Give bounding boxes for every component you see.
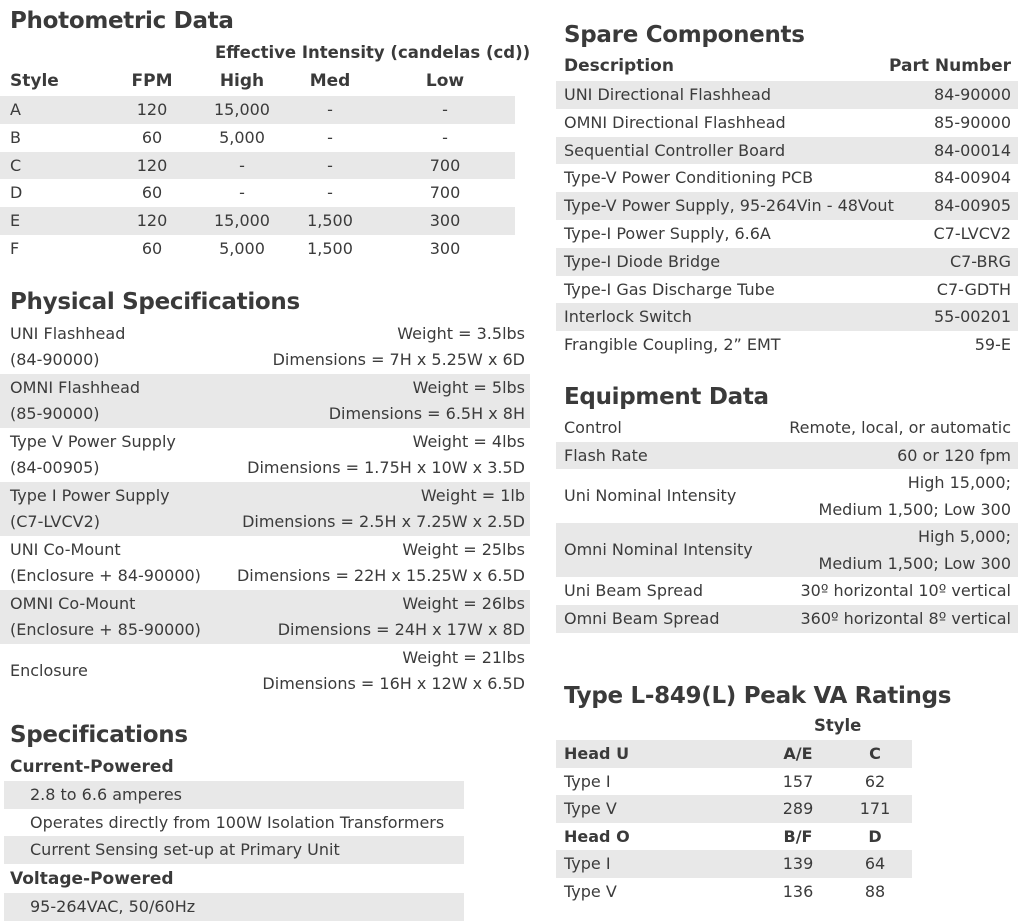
photometric-cell: 1,500 (307, 211, 353, 231)
va-value-col2: 88 (864, 882, 886, 901)
va-value-col2: C (869, 744, 881, 763)
physical-item-name: Type V Power Supply (10, 432, 176, 451)
photometric-cell: 300 (429, 239, 461, 258)
physical-row (0, 590, 530, 644)
va-value-col1: B/F (783, 826, 813, 846)
spare-component-row (556, 81, 1018, 109)
va-value-col1: 139 (782, 854, 814, 874)
va-value-col2: 64 (864, 854, 886, 874)
photometric-cell: C (10, 155, 22, 175)
physical-row (0, 482, 530, 536)
spare-part-number: C7-GDTH (936, 279, 1011, 299)
current-powered-item (4, 809, 464, 837)
spare-component-row (556, 331, 1018, 359)
va-value-col1: 157 (782, 771, 814, 791)
equipment-value: 360º horizontal 8º vertical (800, 609, 1011, 628)
spare-part-number: 59-E (974, 335, 1011, 355)
physical-row (0, 536, 530, 590)
va-row (556, 850, 912, 878)
equipment-row (556, 442, 1018, 470)
physical-dimensions: Dimensions = 22H x 15.25W x 6.5D (236, 566, 525, 585)
spare-description: Type-V Power Supply, 95-264Vin - 48Vout (564, 196, 894, 216)
physical-item-part: (84-90000) (10, 350, 100, 369)
photometric-cell: - (239, 155, 245, 175)
current-powered-heading: Current-Powered (10, 757, 174, 777)
equipment-value: 30º horizontal 10º vertical (800, 581, 1011, 600)
spare-component-row (556, 192, 1018, 220)
spare-component-row (556, 137, 1018, 165)
photometric-cell: - (442, 100, 448, 119)
photometric-cell: 120 (136, 100, 168, 119)
equipment-value: 60 or 120 fpm (897, 445, 1011, 465)
photometric-cell: A (10, 100, 21, 119)
equipment-row (556, 577, 1018, 605)
col-high: High (219, 71, 265, 91)
spare-component-row (556, 109, 1018, 137)
va-group-header-row (556, 740, 912, 768)
spare-description: Type-V Power Conditioning PCB (564, 168, 814, 188)
physical-row (0, 428, 530, 482)
va-label: Type I (564, 771, 611, 791)
equipment-value: High 5,000; (917, 527, 1011, 546)
spare-part-number: 55-00201 (933, 307, 1011, 327)
photometric-row (0, 124, 515, 152)
physical-item-part: (84-00905) (10, 458, 100, 477)
physical-weight: Weight = 5lbs (412, 378, 525, 397)
voltage-powered-text: 95-264VAC, 50/60Hz (30, 897, 196, 916)
spare-description: Type-I Power Supply, 6.6A (564, 224, 771, 243)
equipment-value: Remote, local, or automatic (789, 418, 1011, 437)
equipment-value-line2: Medium 1,500; Low 300 (818, 554, 1011, 573)
va-value-col1: 289 (782, 799, 814, 819)
physical-weight: Weight = 21lbs (402, 648, 525, 667)
col-fpm: FPM (131, 71, 173, 91)
physical-item-part: (C7-LVCV2) (10, 512, 101, 531)
photometric-cell: 60 (141, 127, 163, 147)
photometric-cell: 120 (136, 155, 168, 175)
physical-row (0, 374, 530, 428)
spare-part-number: C7-BRG (949, 251, 1011, 271)
equipment-row (556, 605, 1018, 633)
va-group-header-row (556, 823, 912, 851)
spare-description: Frangible Coupling, 2” EMT (564, 335, 781, 355)
spare-header-row (556, 53, 1018, 81)
photometric-cell: 300 (429, 211, 461, 231)
photometric-row (0, 96, 515, 124)
col-low: Low (425, 71, 465, 91)
equipment-title: Equipment Data (564, 384, 769, 410)
equipment-row (556, 414, 1018, 442)
spare-description: OMNI Directional Flashhead (564, 112, 786, 132)
equipment-value-line2: Medium 1,500; Low 300 (818, 500, 1011, 519)
va-row (556, 768, 912, 796)
photometric-cell: - (327, 155, 333, 175)
physical-row (0, 644, 530, 698)
photometric-row (0, 207, 515, 235)
physical-dimensions: Dimensions = 1.75H x 10W x 3.5D (247, 458, 525, 477)
physical-item-name: Type I Power Supply (10, 486, 170, 505)
physical-dimensions: Dimensions = 24H x 17W x 8D (277, 620, 525, 639)
spare-component-row (556, 164, 1018, 192)
photometric-cell: - (327, 100, 333, 119)
specifications-title: Specifications (10, 722, 188, 748)
spare-description: Interlock Switch (564, 307, 692, 327)
physical-row (0, 320, 530, 374)
photometric-cell: B (10, 127, 21, 147)
equipment-label: Omni Nominal Intensity (564, 540, 753, 559)
col-part-number: Part Number (888, 56, 1011, 76)
current-powered-item (4, 781, 464, 809)
photometric-title: Photometric Data (10, 8, 234, 34)
physical-item-name: UNI Co-Mount (10, 540, 121, 559)
spare-part-number: C7-LVCV2 (933, 224, 1011, 243)
equipment-row (556, 469, 1018, 523)
va-label: Type V (564, 882, 617, 901)
physical-weight: Weight = 1lb (420, 486, 525, 505)
current-powered-item (4, 836, 464, 864)
va-label: Head O (564, 826, 630, 846)
equipment-row (556, 523, 1018, 577)
va-row (556, 795, 912, 823)
photometric-cell: 15,000 (214, 100, 270, 119)
physical-dimensions: Dimensions = 2.5H x 7.25W x 2.5D (242, 512, 525, 531)
voltage-powered-heading: Voltage-Powered (10, 869, 174, 889)
photometric-cell: 5,000 (219, 239, 265, 258)
spare-components-title: Spare Components (564, 22, 805, 48)
equipment-label: Control (564, 418, 622, 437)
equipment-value: High 15,000; (907, 473, 1011, 492)
physical-item-part: (Enclosure + 85-90000) (10, 620, 201, 639)
photometric-cell: D (10, 183, 23, 203)
current-powered-text: Operates directly from 100W Isolation Transformers (30, 812, 445, 832)
photometric-row (0, 235, 515, 263)
current-powered-text: 2.8 to 6.6 amperes (30, 785, 183, 804)
photometric-cell: - (442, 127, 448, 147)
va-label: Type I (564, 854, 611, 874)
spare-component-row (556, 303, 1018, 331)
spare-description: Type-I Diode Bridge (564, 251, 721, 271)
photometric-cell: 700 (429, 183, 461, 203)
physical-dimensions: Dimensions = 7H x 5.25W x 6D (272, 350, 525, 369)
va-label: Head U (564, 744, 630, 763)
equipment-label: Flash Rate (564, 445, 648, 465)
va-row (556, 878, 912, 906)
physical-item-part: (85-90000) (10, 404, 100, 423)
physical-dimensions: Dimensions = 6.5H x 8H (328, 404, 525, 423)
photometric-cell: 5,000 (219, 127, 265, 147)
va-label: Type V (564, 799, 617, 819)
photometric-cell: 60 (141, 239, 163, 258)
physical-title: Physical Specifications (10, 289, 300, 315)
col-description: Description (564, 56, 674, 76)
physical-item-name: OMNI Flashhead (10, 378, 141, 397)
spare-part-number: 84-00904 (933, 168, 1011, 188)
spare-part-number: 84-90000 (933, 85, 1011, 104)
va-value-col2: D (868, 826, 882, 846)
spare-part-number: 84-00014 (933, 140, 1011, 160)
physical-item-name: UNI Flashhead (10, 324, 126, 343)
spare-component-row (556, 220, 1018, 248)
photometric-cell: 1,500 (307, 239, 353, 258)
spare-description: UNI Directional Flashhead (564, 85, 771, 104)
physical-weight: Weight = 26lbs (402, 594, 525, 613)
photometric-group-header: Effective Intensity (candelas (cd)) (215, 43, 531, 62)
physical-weight: Weight = 25lbs (402, 540, 525, 559)
spare-description: Type-I Gas Discharge Tube (564, 279, 775, 299)
col-style: Style (10, 71, 59, 91)
voltage-powered-item (4, 893, 464, 921)
equipment-label: Uni Beam Spread (564, 581, 704, 600)
photometric-cell: 700 (429, 155, 461, 175)
spare-description: Sequential Controller Board (564, 140, 786, 160)
physical-item-name: OMNI Co-Mount (10, 594, 136, 613)
va-value-col1: A/E (783, 744, 813, 763)
va-value-col2: 62 (864, 771, 886, 791)
physical-weight: Weight = 4lbs (412, 432, 525, 451)
col-med: Med (309, 71, 351, 91)
photometric-cell: 60 (141, 183, 163, 203)
spare-part-number: 84-00905 (933, 196, 1011, 216)
equipment-label: Omni Beam Spread (564, 609, 720, 628)
physical-weight: Weight = 3.5lbs (397, 324, 525, 343)
photometric-cell: F (10, 239, 20, 258)
spare-component-row (556, 276, 1018, 304)
photometric-cell: 15,000 (214, 211, 270, 231)
photometric-cell: E (10, 211, 21, 231)
photometric-cell: 120 (136, 211, 168, 231)
photometric-cell: - (327, 127, 333, 147)
spare-part-number: 85-90000 (933, 112, 1011, 132)
photometric-row (0, 179, 515, 207)
equipment-label: Uni Nominal Intensity (564, 486, 737, 505)
va-style-header: Style (814, 716, 862, 735)
physical-item-part: (Enclosure + 84-90000) (10, 566, 201, 585)
current-powered-text: Current Sensing set-up at Primary Unit (30, 840, 340, 859)
va-value-col2: 171 (859, 799, 891, 819)
physical-item-name: Enclosure (10, 661, 88, 680)
spare-component-row (556, 248, 1018, 276)
physical-dimensions: Dimensions = 16H x 12W x 6.5D (262, 674, 525, 693)
va-value-col1: 136 (782, 882, 814, 901)
va-ratings-title: Type L-849(L) Peak VA Ratings (564, 683, 952, 709)
photometric-header-row (0, 68, 515, 96)
photometric-cell: - (239, 183, 245, 203)
photometric-row (0, 152, 515, 180)
photometric-cell: - (327, 183, 333, 203)
